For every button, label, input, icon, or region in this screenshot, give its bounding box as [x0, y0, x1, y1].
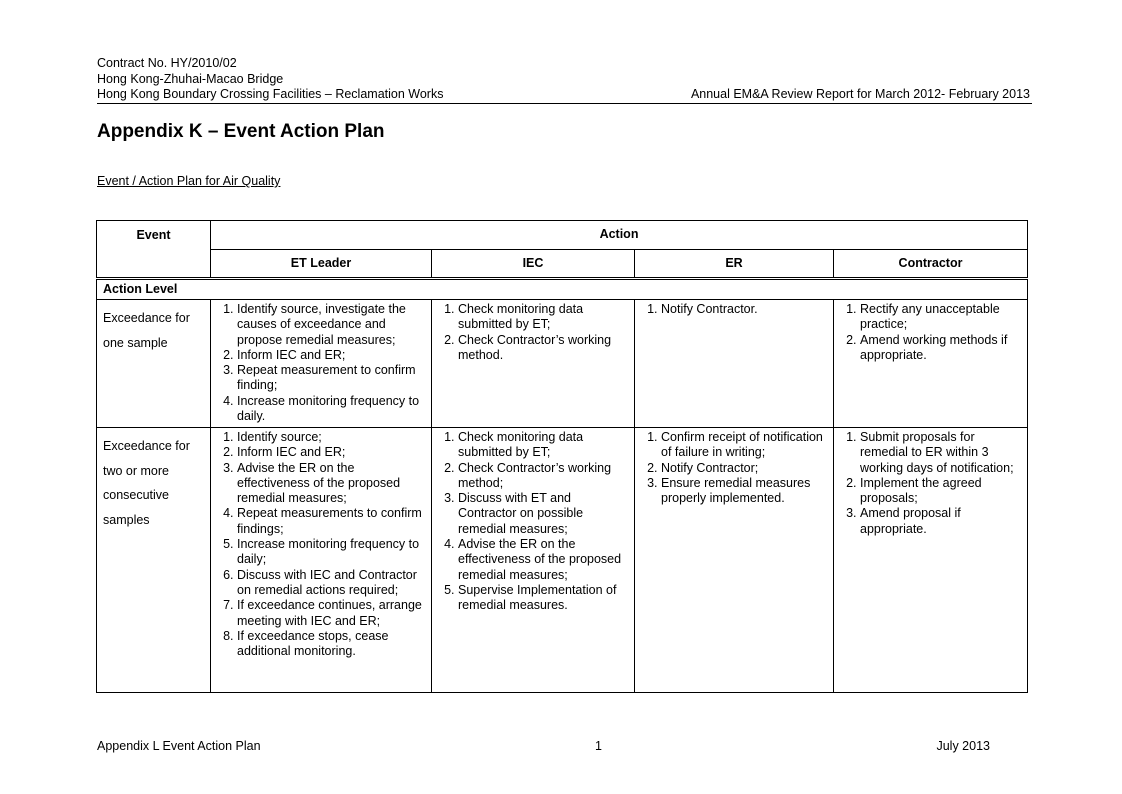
column-header-et-leader: ET Leader	[211, 250, 432, 279]
list-item: 1. Check monitoring data submitted by ET;	[458, 302, 628, 333]
event-cell: Exceedance for one sample	[97, 300, 211, 428]
action-column-header: Action	[211, 221, 1028, 250]
contract-number: Contract No. HY/2010/02	[97, 56, 237, 70]
list-item: 2. Check Contractor’s working method;	[458, 461, 628, 492]
event-column-header: Event	[97, 221, 211, 279]
list-item: 3. Ensure remedial measures properly implemented.	[661, 476, 827, 507]
header-divider	[97, 103, 1032, 104]
list-item: 4. Repeat measurements to confirm findings;	[237, 506, 425, 537]
er-actions	[635, 428, 834, 693]
table-row	[97, 428, 1028, 693]
action-level-label: Action Level	[97, 279, 1028, 300]
list-item: 2. Inform IEC and ER;	[237, 445, 425, 460]
section-subtitle: Event / Action Plan for Air Quality	[97, 174, 281, 188]
list-item: 1. Identify source;	[237, 430, 425, 445]
list-item: 1. Submit proposals for remedial to ER within 3 working days of notification;	[860, 430, 1021, 476]
header-row	[97, 87, 1030, 103]
column-header-er: ER	[635, 250, 834, 279]
contractor-actions	[834, 428, 1028, 693]
page-footer	[97, 739, 990, 753]
list-item: 5. Supervise Implementation of remedial measures.	[458, 583, 628, 614]
footer-date: July 2013	[936, 739, 990, 753]
list-item: 7. If exceedance continues, arrange meeting with IEC and ER;	[237, 598, 425, 629]
list-item: 3. Advise the ER on the effectiveness of the proposed remedial measures;	[237, 461, 425, 507]
et-leader-actions	[211, 300, 432, 428]
footer-left: Appendix L Event Action Plan	[97, 739, 261, 753]
list-item: 1. Confirm receipt of notification of failure in writing;	[661, 430, 827, 461]
event-cell: Exceedance for two or more consecutive samples	[97, 428, 211, 693]
er-actions	[635, 300, 834, 428]
report-name: Annual EM&A Review Report for March 2012- February 2013	[690, 87, 1030, 101]
list-item: 2. Implement the agreed proposals;	[860, 476, 1021, 507]
list-item: 1. Rectify any unacceptable practice;	[860, 302, 1021, 333]
column-header-contractor: Contractor	[834, 250, 1028, 279]
list-item: 6. Discuss with IEC and Contractor on remedial actions required;	[237, 568, 425, 599]
list-item: 4. Advise the ER on the effectiveness of the proposed remedial measures;	[458, 537, 628, 583]
list-item: 1. Identify source, investigate the causes of exceedance and propose remedial measures;	[237, 302, 425, 348]
list-item: 3. Repeat measurement to confirm finding;	[237, 363, 425, 394]
project-name: Hong Kong-Zhuhai-Macao Bridge	[97, 71, 284, 86]
list-item: 2. Amend working methods if appropriate.	[860, 333, 1021, 364]
contractor-actions	[834, 300, 1028, 428]
event-action-table	[96, 220, 1028, 693]
list-item: 2. Notify Contractor;	[661, 461, 827, 476]
list-item: 5. Increase monitoring frequency to daily;	[237, 537, 425, 568]
list-item: 2. Check Contractor’s working method.	[458, 333, 628, 364]
column-header-iec: IEC	[432, 250, 635, 279]
list-item: 3. Amend proposal if appropriate.	[860, 506, 1021, 537]
page-number: 1	[595, 739, 602, 753]
list-item: 1. Check monitoring data submitted by ET;	[458, 430, 628, 461]
list-item: 8. If exceedance stops, cease additional monitoring.	[237, 629, 425, 660]
list-item: 1. Notify Contractor.	[661, 302, 827, 317]
list-item: 3. Discuss with ET and Contractor on possible remedial measures;	[458, 491, 628, 537]
et-leader-actions	[211, 428, 432, 693]
page-title: Appendix K – Event Action Plan	[97, 121, 385, 142]
iec-actions	[432, 300, 635, 428]
list-item: 4. Increase monitoring frequency to daily.	[237, 394, 425, 425]
list-item: 2. Inform IEC and ER;	[237, 348, 425, 363]
works-name: Hong Kong Boundary Crossing Facilities – Reclamation Works	[97, 87, 444, 101]
table-row	[97, 300, 1028, 428]
iec-actions	[432, 428, 635, 693]
page-header	[97, 56, 1030, 103]
